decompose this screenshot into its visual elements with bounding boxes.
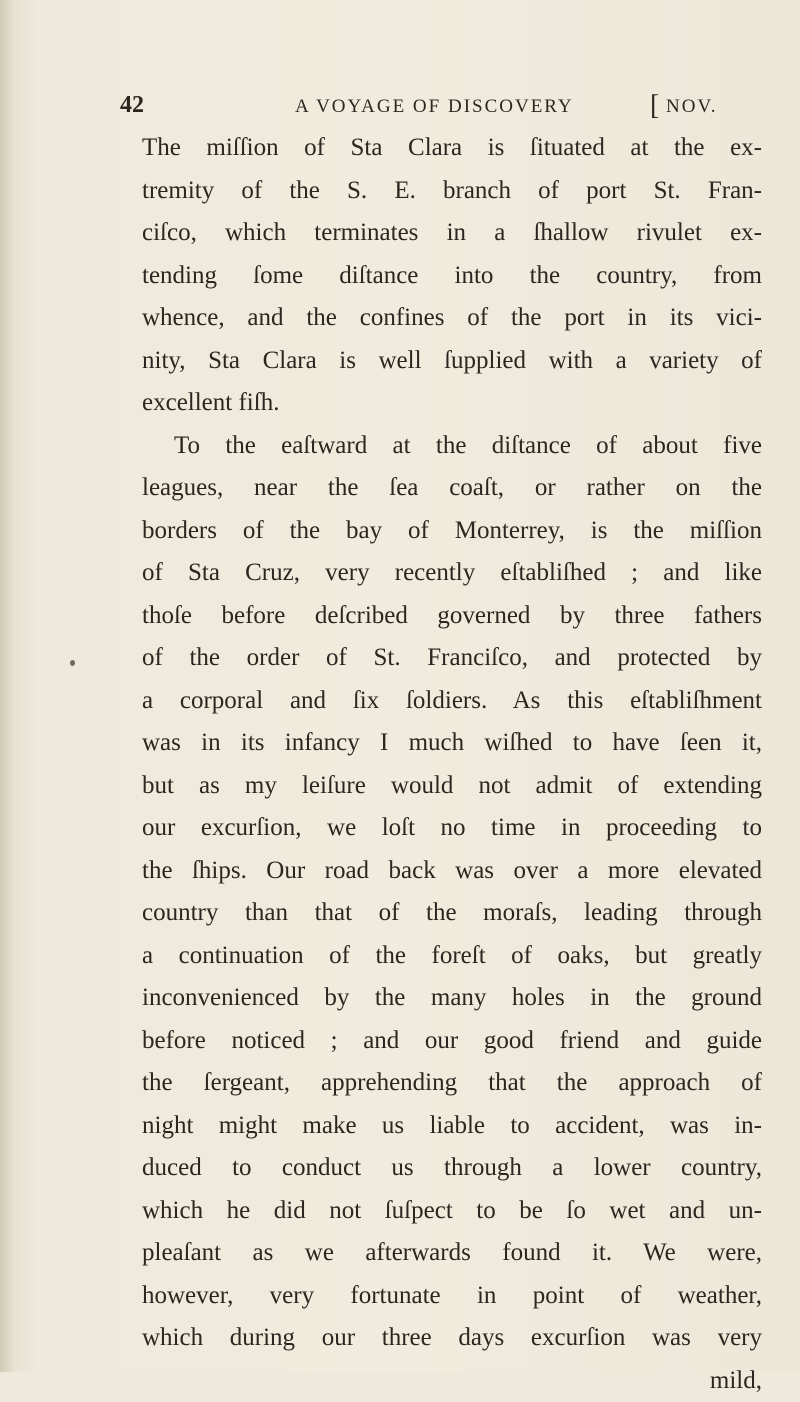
page-header	[120, 92, 760, 126]
text-line: mild,	[142, 1360, 762, 1402]
text-line: however, very fortunate in point of weather,	[142, 1275, 762, 1318]
body-text	[142, 127, 762, 1402]
text-line: excellent fiſh.	[142, 382, 762, 425]
text-line: but as my leiſure would not admit of extending	[142, 765, 762, 808]
text-line: leagues, near the ſea coaſt, or rather on the	[142, 467, 762, 510]
text-line: tremity of the S. E. branch of port St. Fran-	[142, 170, 762, 213]
page-binding-edge	[0, 0, 14, 1372]
paper-speck	[70, 660, 75, 666]
text-line: of Sta Cruz, very recently eſtabliſhed ; and like	[142, 552, 762, 595]
text-line: tending ſome diſtance into the country, from	[142, 255, 762, 298]
text-line: inconvenienced by the many holes in the ground	[142, 977, 762, 1020]
text-line: a continuation of the foreſt of oaks, but greatly	[142, 935, 762, 978]
text-line: duced to conduct us through a lower country,	[142, 1147, 762, 1190]
page-number: 42	[120, 92, 144, 119]
text-line: borders of the bay of Monterrey, is the miſſion	[142, 510, 762, 553]
text-line: pleaſant as we afterwards found it. We were,	[142, 1232, 762, 1275]
text-line: a corporal and ſix ſoldiers. As this eſtabliſhment	[142, 680, 762, 723]
running-title: A VOYAGE OF DISCOVERY	[295, 96, 574, 118]
text-line: country than that of the moraſs, leading through	[142, 892, 762, 935]
text-line: which during our three days excurſion was very	[142, 1317, 762, 1360]
text-line: was in its infancy I much wiſhed to have ſeen it,	[142, 722, 762, 765]
text-line: before noticed ; and our good friend and guide	[142, 1020, 762, 1063]
text-line: of the order of St. Franciſco, and protected by	[142, 637, 762, 680]
section-bracket: [	[650, 90, 659, 122]
text-line: To the eaſtward at the diſtance of about five	[142, 425, 762, 468]
section-label: NOV.	[666, 96, 717, 118]
text-line: the ſergeant, apprehending that the approach of	[142, 1062, 762, 1105]
text-line: our excurſion, we loſt no time in proceeding to	[142, 807, 762, 850]
text-line: the ſhips. Our road back was over a more elevated	[142, 850, 762, 893]
text-line: The miſſion of Sta Clara is ſituated at the ex-	[142, 127, 762, 170]
text-line: nity, Sta Clara is well ſupplied with a variety of	[142, 340, 762, 383]
text-line: which he did not ſuſpect to be ſo wet and un-	[142, 1190, 762, 1233]
text-line: thoſe before deſcribed governed by three fathers	[142, 595, 762, 638]
text-line: ciſco, which terminates in a ſhallow rivulet ex-	[142, 212, 762, 255]
text-line: whence, and the confines of the port in its vici-	[142, 297, 762, 340]
text-line: night might make us liable to accident, was in-	[142, 1105, 762, 1148]
